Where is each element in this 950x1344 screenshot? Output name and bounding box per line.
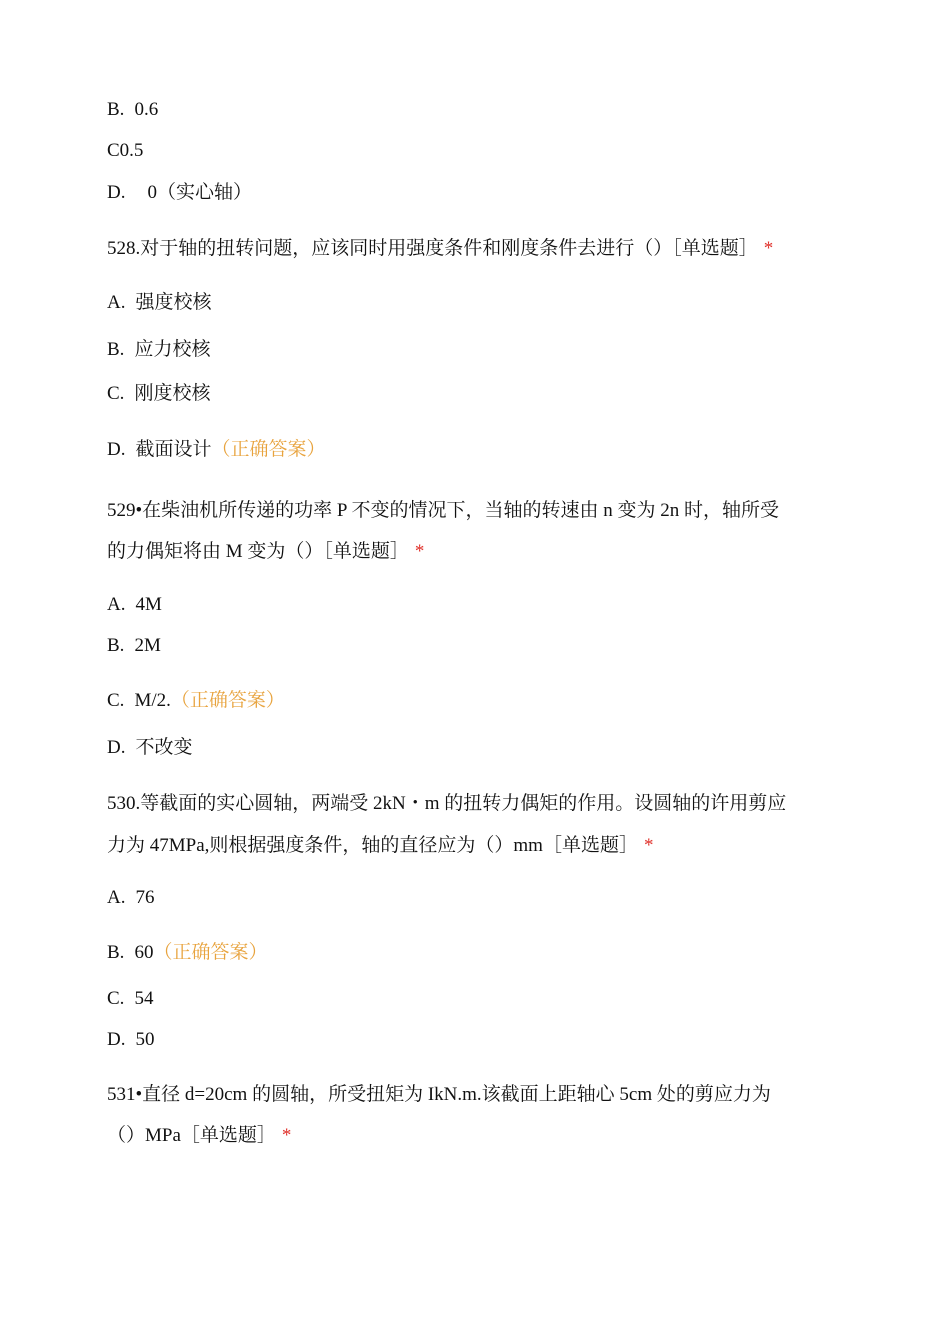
option-text: C0.5 [107,140,144,161]
option-letter: A. [107,887,126,908]
required-mark: * [763,238,774,259]
option-row [107,592,162,618]
option-letter: A. [107,594,126,615]
question-line: 529•在柴油机所传递的功率 P 不变的情况下，当轴的转速由 n 变为 2n 时，轴所受 [107,500,780,521]
option-text: 4M [135,594,162,615]
option-text: 2M [134,635,161,656]
option-row [107,885,154,911]
question-line: 力为 47MPa,则根据强度条件，轴的直径应为（）mm［单选题］ [107,835,638,856]
option-row [107,337,210,363]
option-text: 54 [134,988,154,1009]
option-row [107,986,153,1012]
question-line: 528.对于轴的扭转问题，应该同时用强度条件和刚度条件去进行（）［单选题］ [107,238,758,259]
option-text: 截面设计 [135,439,212,460]
option-row [107,688,285,714]
required-mark: * [643,835,654,856]
option-row [107,97,158,123]
option-row [107,290,212,316]
option-text: 强度校核 [135,292,212,313]
option-row [107,180,252,206]
option-row [107,735,193,761]
option-text: 0（实心轴） [147,182,252,203]
question-text [107,539,424,565]
correct-answer-label: （正确答案） [153,942,268,963]
correct-answer-label: （正确答案） [170,690,285,711]
option-letter: A. [107,292,126,313]
question-line: 530.等截面的实心圆轴，两端受 2kN・m 的扭转力偶矩的作用。设圆轴的许用剪应 [107,793,787,814]
option-text: 50 [135,1029,155,1050]
option-letter: D. [107,439,126,460]
question-text [107,1082,771,1108]
question-line: 531•直径 d=20cm 的圆轴，所受扭矩为 IkN.m.该截面上距轴心 5cm 处的剪应力为 [107,1084,771,1105]
option-text: M/2. [134,690,171,711]
question-text [107,791,786,817]
option-row [107,138,143,164]
required-mark: * [414,541,425,562]
option-letter: C. [107,383,125,404]
option-text: 刚度校核 [134,383,211,404]
option-letter: B. [107,339,125,360]
question-text [107,833,653,859]
option-text: 不改变 [135,737,193,758]
option-text: 60 [134,942,154,963]
question-text [107,236,773,262]
question-text [107,1123,291,1149]
option-row [107,381,210,407]
option-letter: B. [107,635,125,656]
option-text: 应力校核 [134,339,211,360]
option-text: 0.6 [134,99,159,120]
option-letter: D. [107,737,126,758]
option-row [107,633,161,659]
option-text: 76 [135,887,155,908]
required-mark: * [281,1125,292,1146]
option-letter: D. [107,1029,126,1050]
question-line: （）MPa［单选题］ [107,1125,276,1146]
option-letter: C. [107,988,125,1009]
option-letter: C. [107,690,125,711]
correct-answer-label: （正确答案） [211,439,326,460]
option-letter: B. [107,99,125,120]
question-line: 的力偶矩将由 M 变为（）［单选题］ [107,541,409,562]
question-text [107,498,779,524]
option-letter: B. [107,942,125,963]
option-row [107,437,326,463]
option-row [107,940,267,966]
option-letter: D. [107,182,126,203]
option-row [107,1027,154,1053]
